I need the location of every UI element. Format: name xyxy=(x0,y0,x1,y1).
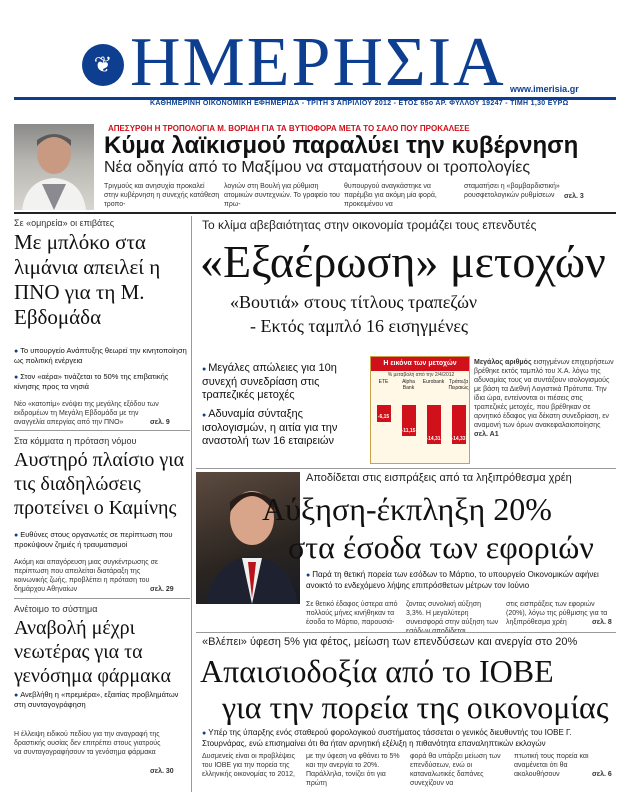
chart-category-label: Τράπεζα Πειραιώς xyxy=(448,379,469,391)
main3-text-col1: Δυσμενείς είναι οι προβλέψεις του ΙΟΒΕ για την πορεία της ελληνικής οικονομίας το 2012, xyxy=(202,753,295,778)
main3-text-col3: φορά θα υπάρξει μείωση των επενδύσεων, ενώ οι καταναλωτικές δαπάνες συνεχίζουν να xyxy=(410,753,501,787)
divider xyxy=(14,430,190,431)
chart-value-label: -6,15 xyxy=(377,413,390,420)
top-text-col4: σταματήσει η «βομβαρδιστική» ρουσφετολογικών ρυθμίσεων xyxy=(464,183,560,199)
left1-page-ref[interactable]: σελ. 9 xyxy=(150,419,170,426)
main1-subheadline1: «Βουτιά» στους τίτλους τραπεζών xyxy=(230,292,478,312)
wheat-logo-icon: ❦ xyxy=(82,44,124,86)
main3-headline2[interactable]: για την πορεία της οικονομίας xyxy=(222,689,609,725)
top-text-col2: λογιών στη Βουλή για ρύθμιση ατομικών συντεχνιών. Το γραφείο του πρω- xyxy=(224,183,340,208)
left3-page-ref[interactable]: σελ. 30 xyxy=(150,768,174,775)
main3-kicker: «Βλέπει» ύφεση 5% για φέτος, μείωση των επενδύσεων και ανεργία στο 20% xyxy=(202,636,578,648)
column-divider xyxy=(191,216,192,792)
main1-page-ref[interactable]: σελ. Α1 xyxy=(474,431,499,438)
main3-headline1[interactable]: Απαισιοδοξία από το ΙΟΒΕ xyxy=(200,653,554,689)
left1-bullet2: ● Στον «αέρα» τινάζεται το 50% της επιβατικής κίνησης προς τα νησιά xyxy=(14,372,190,391)
chart-subtitle: % μεταβολή από την 2/4/2012 xyxy=(387,372,455,378)
top-kicker: ΑΠΕΣΥΡΘΗ Η ΤΡΟΠΟΛΟΓΙΑ Μ. ΒΟΡΙΔΗ ΓΙΑ ΤΑ ΒΥΤΙΟΦΟΡΑ ΜΕΤΑ ΤΟ ΣΑΛΟ ΠΟΥ ΠΡΟΚΑΛΕΣΕ xyxy=(108,124,470,133)
main2-bullet1: ● Παρά τη θετική πορεία των εσόδων το Μάρτιο, το υπουργείο Οικονομικών αφήνει ανοικτό το ενδεχόμενο λήψης επιπρόσθετων μέτρων τον Ιούνιο xyxy=(306,570,610,591)
left3-text: Η έλλειψη ειδικού πεδίου για την αναγραφή της δραστικής ουσίας δεν επιτρέπει στους γιατρούς να συνταγογραφήσουν τα γενόσημα φάρμακα xyxy=(14,731,161,756)
main3-page-ref[interactable]: σελ. 6 xyxy=(592,771,612,778)
divider xyxy=(196,632,616,633)
left2-page-ref[interactable]: σελ. 29 xyxy=(150,586,174,593)
main2-text-col2: ζοντας συνολική αύξηση 3,3%. Η μεγαλύτερη συνεισφορά στην αύξηση των xyxy=(406,601,499,626)
main1-side-body: εισηγμένων επιχειρήσεων βρέθηκε εκτός ταμπλό του Χ.Α. λόγω της αδυναμίας τους να συντάξουν ισολογισμούς με βάση τα Διεθνή Λογιστικά Πρότυπα. Την ίδια ώρα, εντείνονται οι πιέσεις στις τραπεζικές μετοχές, που βρέθηκαν σε αρνητικό έδαφος για δέκατη συνεδρίαση, εν αναμονή των όρων ανακεφαλαιοποίησης xyxy=(474,359,614,429)
top-text-col1: Τριγμούς και ανησυχία προκαλεί στην κυβέρνηση η συνεχής κατάθεση τροπο- xyxy=(104,183,220,208)
top-page-ref[interactable]: σελ. 3 xyxy=(564,193,584,200)
top-text-col3: θυπουργού αναγκάστηκε να παρέμβει για ακόμη μία φορά, προκειμένου να xyxy=(344,183,437,208)
divider xyxy=(14,212,616,214)
main1-bullet1: ● Μεγάλες απώλειες για 10η συνεχή συνεδρίαση στις τραπεζικές μετοχές xyxy=(202,362,366,402)
left1-kicker: Σε «ομηρεία» οι επιβάτες xyxy=(14,218,115,228)
divider xyxy=(14,598,190,599)
main2-headline1[interactable]: Αύξηση-έκπληξη 20% xyxy=(262,491,552,527)
main1-headline[interactable]: «Εξαέρωση» μετοχών xyxy=(200,236,606,287)
main1-bullet2: ● Αδυναμία σύνταξης ισολογισμών, η αιτία για την αναστολή των 16 εταιρειών xyxy=(202,408,366,448)
top-headline[interactable]: Κύμα λαϊκισμού παραλύει την κυβέρνηση xyxy=(104,132,579,159)
left1-headline[interactable]: Με μπλόκο στα λιμάνια απειλεί η ΠΝΟ για τη Μ. Εβδομάδα xyxy=(14,230,161,329)
divider xyxy=(196,468,616,469)
top-story-photo xyxy=(14,124,94,210)
main1-subheadline2: - Εκτός ταμπλό 16 εισηγμένες xyxy=(250,316,469,336)
main2-text-col1: Σε θετικό έδαφος ύστερα από πολλούς μήνες κινήθηκαν τα έσοδα το Μάρτιο, παρουσιά- xyxy=(306,601,398,626)
main3-text-col2: με την ύφεση να φθάνει το 5% και την ανεργία το 20%. Παράλληλα, τονίζει ότι για πρώτη xyxy=(306,753,400,787)
chart-value-label: -11,15 xyxy=(401,427,416,434)
top-subheadline: Νέα οδηγία από το Μαξίμου να σταματήσουν οι τροπολογίες xyxy=(104,159,531,176)
chart-value-label: -14,31 xyxy=(426,436,441,443)
main3-text-col4: πτωτική τους πορεία και αναμένεται ότι θα ακολουθήσουν xyxy=(514,753,589,778)
main1-side-lead: Μεγάλος αριθμός xyxy=(474,359,532,366)
left2-bullet1: ● Ευθύνες στους οργανωτές σε περίπτωση που προκύψουν ζημιές ή τραυματισμοί xyxy=(14,530,190,549)
main2-text-col3: στις εισπράξεις των εφοριών (20%), λόγω της ρύθμισης για τα ληξιπρόθεσμα χρέη xyxy=(506,601,608,626)
masthead-subline: ΚΑΘΗΜΕΡΙΝΗ ΟΙΚΟΝΟΜΙΚΗ ΕΦΗΜΕΡΙΔΑ - ΤΡΙΤΗ 3 ΑΠΡΙΛΙΟΥ 2012 - ΕΤΟΣ 65ο ΑΡ. ΦΥΛΛΟΥ 19247 - ΤΙΜΗ 1,30 ΕΥΡΩ xyxy=(150,100,569,107)
left2-kicker: Στα κόμματα η πρόταση νόμου xyxy=(14,436,137,446)
chart-category-label: ΕΤΕ xyxy=(378,379,389,385)
main2-page-ref[interactable]: σελ. 8 xyxy=(592,619,612,626)
main1-kicker: Το κλίμα αβεβαιότητας στην οικονομία τρομάζει τους επενδυτές xyxy=(202,218,537,232)
left3-bullet1: ● Ανεβλήθη η «πρεμιέρα», εξαιτίας προβλημάτων στη συνταγογράφηση xyxy=(14,690,190,709)
left2-text: Ακόμη και απαγόρευση μιας συγκέντρωσης σε περίπτωση που απειλείται διατάραξη της κοινωνικής ζωής, προβλέπει η πρόταση του δημάρχου Αθηναίων xyxy=(14,559,159,593)
chart-value-label: -14,33 xyxy=(451,436,466,443)
stock-chart xyxy=(370,356,470,464)
chart-title: Η εικόνα των μετοχών xyxy=(371,357,469,371)
newspaper-title: ΗΜΕΡΗΣΙΑ xyxy=(130,24,506,101)
left1-bullet1: ● Το υπουργείο Ανάπτυξης θεωρεί την κινητοποίηση ως πολιτική ενέργεια xyxy=(14,346,190,365)
left1-text: Νέο «κατοπίμ» ενόψει της μεγάλης εξόδου των εκδρομέων τη Μεγάλη Εβδομάδα με την αναγγελία απεργίας από την ΠΝΟ» xyxy=(14,401,159,426)
chart-category-label: Eurobank xyxy=(422,379,445,385)
left3-kicker: Ανέτοιμο το σύστημα xyxy=(14,604,98,614)
main3-bullet1: ● Υπέρ της ύπαρξης ενός σταθερού φορολογικού συστήματος τάσσεται ο γενικός διευθυντής του ΙΟΒΕ Γ. Στουρνάρας, ενώ επισημαίνει ότι θα ήταν αρνητική εξέλιξη η πιθανότητα επαναληπτικών εκλογών xyxy=(202,728,612,749)
chart-plot xyxy=(371,379,471,463)
main1-side-text xyxy=(474,358,616,439)
main2-headline2[interactable]: στα έσοδα των εφοριών xyxy=(288,529,594,565)
main2-kicker: Αποδίδεται στις εισπράξεις από τα ληξιπρόθεσμα χρέη xyxy=(306,472,572,484)
left2-headline[interactable]: Αυστηρό πλαίσιο για τις διαδηλώσεις προτείνει ο Καμίνης xyxy=(14,449,185,519)
left3-headline[interactable]: Αναβολή μέχρι νεωτέρας για τα γενόσημα φάρμακα xyxy=(14,617,171,687)
chart-category-label: Alpha Bank xyxy=(402,379,415,391)
website-url[interactable]: www.imerisia.gr xyxy=(510,84,579,94)
